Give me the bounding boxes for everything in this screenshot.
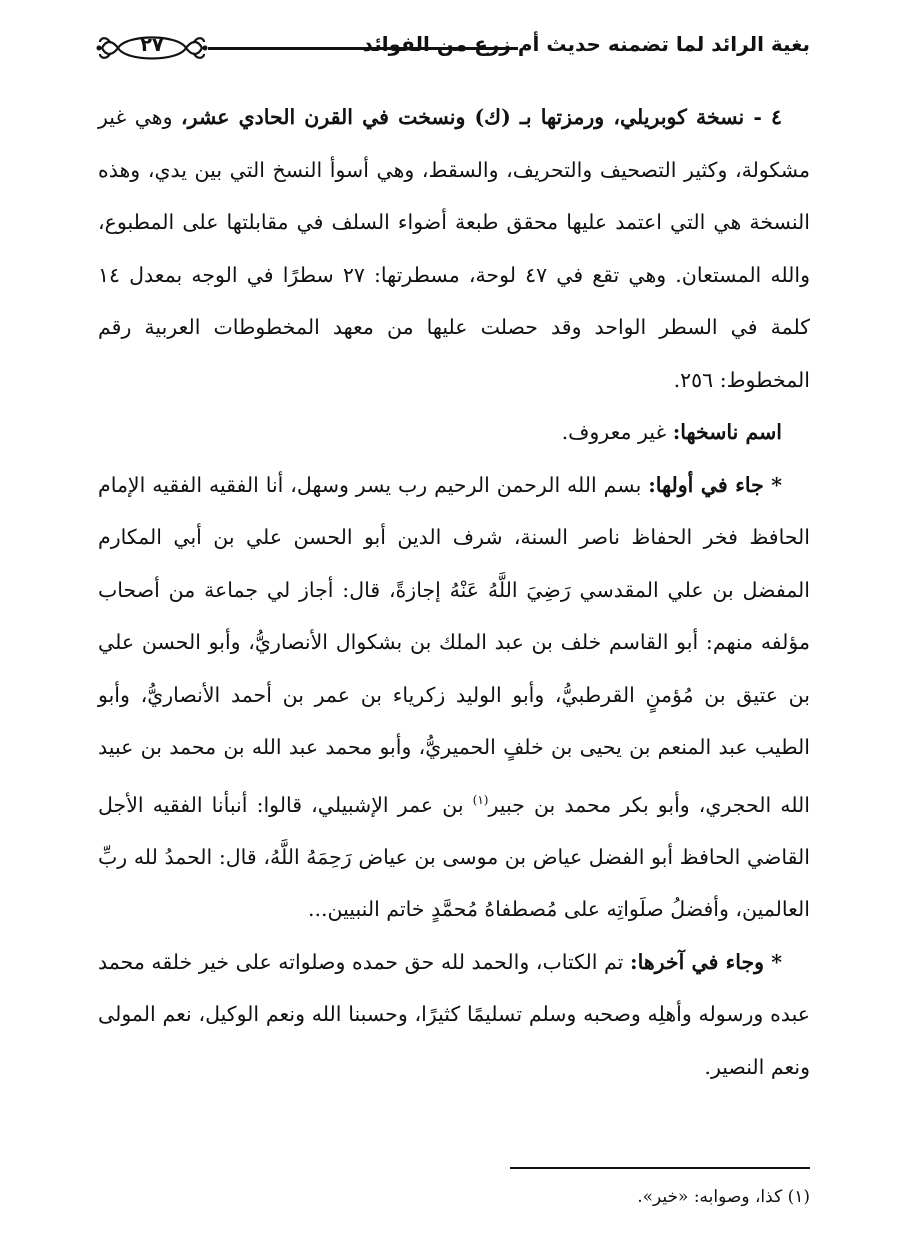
paragraph-ending: [98, 936, 810, 1094]
paragraph-beginning: [98, 459, 810, 936]
page-number: ٢٧: [140, 34, 164, 56]
paragraph-manuscript-description: [98, 91, 810, 406]
page-header: [96, 28, 810, 68]
footnote-rule: [510, 1167, 810, 1169]
beginning-label: * جاء في أولها:: [648, 472, 783, 497]
ending-label: * وجاء في آخرها:: [630, 949, 783, 974]
paragraph-text: بسم الله الرحمن الرحيم رب يسر وسهل، أنا الفقيه الفقيه الإمام الحافظ فخر الحفاظ ناصر السنة، شرف الدين أبو الحسن علي بن أبي المكارم المفضل بن علي المقدسي رَضِيَ اللَّهُ عَنْهُ إجازةً، قال: أجاز لي جماعة من أصحاب مؤلفه منهم: أبو القاسم خلف بن عبد الملك بن بشكوال الأنصاريُّ، وأبو الحسن علي بن عتيق بن مُؤمنٍ القرطبيُّ، وأبو الوليد زكرياء بن عمر بن أحمد الأنصاريُّ، وأبو الطيب عبد المنعم بن يحيى بن خلفٍ الحميريُّ، وأبو محمد عبد الله بن محمد بن عبيد الله الحجري، وأبو بكر محمد بن جبير: [98, 472, 810, 817]
footnote: (١) كذا، وصوابه: «خير».: [637, 1187, 810, 1207]
main-text: [98, 91, 810, 1093]
page-number-ornament: [96, 28, 208, 68]
copyist-label: اسم ناسخها:: [672, 420, 782, 444]
copyist-value: غير معروف.: [561, 420, 673, 444]
paragraph-text: بن عمر الإشبيلي، قالوا: أنبأنا الفقيه الأجل القاضي الحافظ أبو الفضل عياض بن موسى بن عياض رَحِمَهُ اللَّهُ، قال: الحمدُ لله ربِّ العالمين، وأفضلُ صلَواتِه على مُصطفاهُ مُحمَّدٍ خاتم النبيين...: [98, 792, 810, 922]
manuscript-heading: ٤ - نسخة كوبريلي، ورمزتها بـ (ك) ونسخت في القرن الحادي عشر،: [181, 105, 782, 129]
paragraph-text: وهي غير مشكولة، وكثير التصحيف والتحريف، والسقط، وهي أسوأ النسخ التي بين يدي، وهذه النسخة هي التي اعتمد عليها محقق طبعة أضواء السلف في مقابلتها على المطبوع، والله المستعان. وهي تقع في ٤٧ لوحة، مسطرتها: ٢٧ سطرًا في الوجه بمعدل ١٤ كلمة في السطر الواحد وقد حصلت عليها من معهد المخطوطات العربية رقم المخطوط: ٢٥٦.: [98, 105, 810, 392]
paragraph-copyist: [98, 406, 810, 459]
paragraph-text: تم الكتاب، والحمد لله حق حمده وصلواته على خير خلقه محمد عبده ورسوله وأهلِه وصحبه وسلم تسليمًا كثيرًا، وحسبنا الله ونعم الوكيل، نعم المولى ونعم النصير.: [98, 949, 810, 1079]
footnote-marker: (١): [472, 792, 489, 807]
running-title: بغية الرائد لما تضمنه حديث أم زرع من الفوائد: [362, 32, 810, 56]
